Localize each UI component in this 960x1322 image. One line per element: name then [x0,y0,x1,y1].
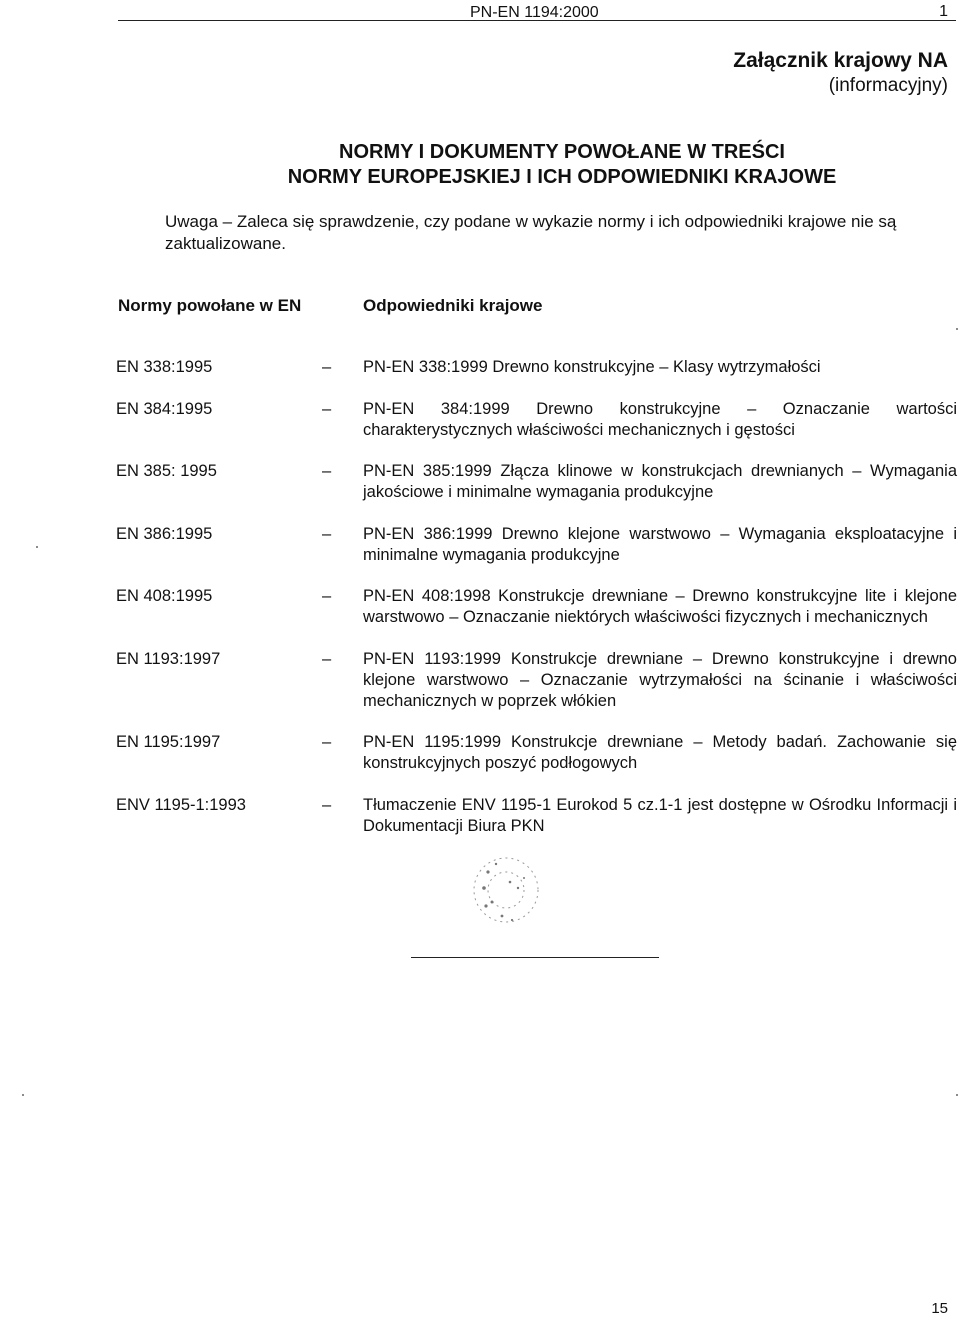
scan-speck [22,1094,24,1096]
header-page-number: 1 [939,3,948,20]
row-dash: – [322,400,332,418]
national-equivalent: PN-EN 385:1999 Złącza klinowe w konstrukcjach drewnianych – Wymagania jakościowe i minimalne wymagania produkcyjne [363,462,957,501]
row-dash: – [322,358,332,376]
main-title-line-2: NORMY EUROPEJSKIEJ I ICH ODPOWIEDNIKI KRAJOWE [287,166,837,188]
row-dash: – [322,796,332,814]
en-standard-id: EN 1195:1997 [116,733,221,751]
row-dash: – [322,462,332,480]
note-text: Uwaga – Zaleca się sprawdzenie, czy podane w wykazie normy i ich odpowiedniki krajowe nie są zaktualizowane. [165,212,897,253]
footer-page-number: 15 [931,1300,948,1317]
en-standard-id: ENV 1195-1:1993 [116,796,246,814]
national-equivalent: PN-EN 1195:1999 Konstrukcje drewniane – Metody badań. Zachowanie się konstrukcyjnych poszyć podłogowych [363,733,957,772]
national-equivalent: PN-EN 384:1999 Drewno konstrukcyjne – Oznaczanie wartości charakterystycznych właściwości mechanicznych i gęstości [363,400,957,439]
annex-subtitle: (informacyjny) [828,75,948,96]
scan-speck [956,328,958,330]
main-title-line-1: NORMY I DOKUMENTY POWOŁANE W TREŚCI [339,141,785,163]
main-title [162,140,960,190]
national-equivalent: PN-EN 386:1999 Drewno klejone warstwowo – Wymagania eksploatacyjne i minimalne wymagania produkcyjne [363,525,957,564]
header-standard: PN-EN 1194:2000 [470,4,599,21]
en-standard-id: EN 384:1995 [116,400,213,418]
faded-stamp-icon [466,842,566,942]
national-equivalent: Tłumaczenie ENV 1195-1 Eurokod 5 cz.1-1 jest dostępne w Ośrodku Informacji i Dokumentacji Biura PKN [363,796,957,835]
column-header-national: Odpowiedniki krajowe [363,296,543,315]
en-standard-id: EN 385: 1995 [116,462,217,480]
annex-title: Załącznik krajowy NA [733,49,948,72]
scan-speck [956,1094,958,1096]
national-equivalent: PN-EN 338:1999 Drewno konstrukcyjne – Klasy wytrzymałości [363,358,821,376]
row-dash: – [322,525,332,543]
en-standard-id: EN 338:1995 [116,358,213,376]
row-dash: – [322,650,332,668]
national-equivalent: PN-EN 408:1998 Konstrukcje drewniane – Drewno konstrukcyjne lite i klejone warstwowo – Oznaczanie niektórych właściwości fizycznych i mechanicznych [363,587,957,626]
national-equivalent: PN-EN 1193:1999 Konstrukcje drewniane – Drewno konstrukcyjne i drewno klejone warstwowo – Oznaczanie wytrzymałości na ścinanie i właściwości mechanicznych w poprzek włókien [363,650,957,710]
en-standard-id: EN 386:1995 [116,525,213,543]
scan-speck [36,546,38,548]
row-dash: – [322,733,332,751]
column-header-en: Normy powołane w EN [118,296,302,315]
header-rule [118,20,956,21]
row-dash: – [322,587,332,605]
en-standard-id: EN 1193:1997 [116,650,221,668]
en-standard-id: EN 408:1995 [116,587,213,605]
footnote-rule [411,957,659,958]
